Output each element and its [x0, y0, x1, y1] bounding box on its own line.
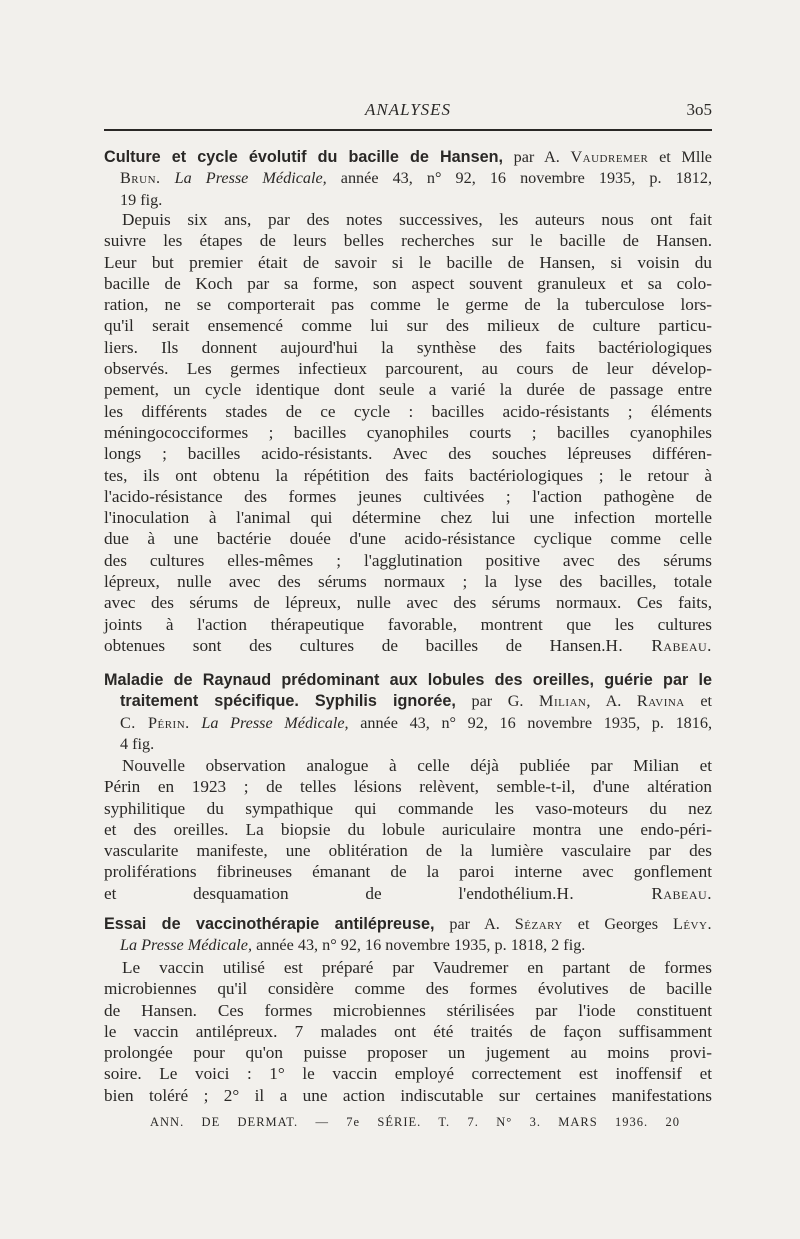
title-line — [104, 190, 712, 211]
article-3-title — [104, 914, 712, 957]
page-number: 3o5 — [686, 100, 712, 119]
body-line: lépreux, nulle avec des sérums normaux ; la lyse des bacilles, totale — [104, 572, 712, 592]
title-it: La Presse Médicale, — [189, 713, 349, 732]
body-line-text: obtenues sont des cultures de bacilles de Hansen. — [104, 635, 606, 655]
body-last-line — [104, 883, 712, 904]
title-line — [104, 670, 712, 691]
body-line: suivre les étapes de leurs belles recherches sur le bacille de Hansen. — [104, 231, 712, 251]
title-tail: année 43, n° 92, 16 novembre 1935, p. 1812, — [326, 169, 712, 188]
title-tail2: et — [684, 692, 713, 711]
body-line: de Hansen. Ces formes microbiennes stérilisées par l'iode constituent — [104, 1000, 712, 1020]
body-line: l'acido-résistance des formes jeunes cultivées ; l'action pathogène de — [104, 486, 712, 506]
body-line: soire. Le voici : 1° le vaccin employé correctement est inoffensif et — [104, 1064, 712, 1084]
section-title: ANALYSES — [364, 100, 452, 119]
body-line: Périn en 1923 ; de telles lésions relèvent, semble-t-il, d'une altération — [104, 777, 712, 797]
signature: H. Rabeau. — [605, 635, 712, 655]
title-it: La Presse Médicale, — [160, 169, 327, 188]
title-sc: Vaudremer — [570, 148, 649, 166]
body-line: avec des sérums de lépreux, nulle avec des sérums normaux. Ces faits, — [104, 593, 712, 613]
article-3-body — [104, 957, 712, 1106]
body-line: le vaccin antilépreux. 7 malades ont été traités de façon suffisamment — [104, 1021, 712, 1041]
body-line: joints à l'action thérapeutique favorable, montrent que les cultures — [104, 614, 712, 634]
title-sc2: Lévy. — [672, 915, 712, 933]
body-line: pement, un cycle identique dont seule a varié la durée de passage entre — [104, 380, 712, 400]
footer-journal: ANN. DE DERMAT. — 7e SÉRIE. T. 7. N° 3. MARS 1936. — [150, 1115, 649, 1129]
title-line — [104, 147, 712, 168]
article-2-title — [104, 670, 712, 755]
title-tail: A. — [590, 692, 637, 711]
title-sc: Milian, — [539, 692, 591, 711]
footer-number: 20 — [665, 1115, 681, 1129]
body-line: prolongée pour qu'on puisse proposer un jugement au moins provi- — [104, 1043, 712, 1063]
title-sans: Essai de vaccinothérapie antilépreuse, — [104, 915, 435, 933]
header-rule — [104, 129, 712, 131]
signature: H. Rabeau. — [556, 883, 712, 903]
body-last-line — [104, 635, 712, 656]
title-line — [104, 935, 712, 956]
body-line: Leur but premier était de savoir si le bacille de Hansen, si voisin du — [104, 252, 712, 272]
title-tail: année 43, n° 92, 16 novembre 1935, p. 1816, — [348, 713, 712, 732]
body-line: Depuis six ans, par des notes successives, les auteurs nous ont fait — [122, 210, 712, 229]
title-sc: C. Périn. — [120, 713, 190, 732]
title-tail: 19 fig. — [120, 190, 163, 209]
body-line: liers. Ils donnent aujourd'hui la synthèse des faits bactériologiques — [104, 337, 712, 357]
body-line: proliférations fibrineuses émanant de la paroi interne avec gonflement — [104, 862, 712, 882]
title-line — [104, 914, 712, 935]
title-rest: par A. — [434, 915, 515, 933]
article-1-title — [104, 147, 712, 211]
body-line: Le vaccin utilisé est préparé par Vaudremer en partant de formes — [122, 958, 712, 977]
title-rest: par A. — [502, 148, 571, 166]
body-line: vascularite manifeste, une oblitération de la lumière vasculaire par des — [104, 841, 712, 861]
title-line — [104, 168, 712, 189]
title-sans: Maladie de Raynaud prédominant aux lobules des oreilles, guérie par le — [104, 671, 712, 689]
body-line: des cultures elles-mêmes ; l'agglutination positive avec des sérums — [104, 550, 712, 570]
title-line — [104, 713, 712, 734]
title-sans: traitement spécifique. Syphilis ignorée, — [120, 692, 456, 711]
page-footer — [150, 1115, 680, 1130]
body-line: bacille de Koch par sa forme, son aspect souvent granuleux et sa colo- — [104, 273, 712, 293]
title-it: La Presse Médicale, — [120, 936, 253, 955]
title-tail: et Mlle — [648, 148, 712, 166]
body-line: l'inoculation à l'animal qui détermine chez lui une infection mortelle — [104, 508, 712, 528]
article-1-body — [104, 209, 712, 656]
body-line: tes, ils ont obtenu la répétition des faits bactériologiques ; le retour à — [104, 465, 712, 485]
title-sans: Culture et cycle évolutif du bacille de Hansen, — [104, 148, 503, 166]
body-line: Nouvelle observation analogue à celle déjà publiée par Milian et — [122, 756, 712, 775]
running-header — [104, 100, 712, 124]
body-line: longs ; bacilles acido-résistants. Avec des souches lépreuses différen- — [104, 444, 712, 464]
title-sc: Sézary — [514, 915, 563, 933]
title-tail: 4 fig. — [120, 734, 155, 753]
body-line: bien toléré ; 2° il a une action indiscutable sur certaines manifestations — [104, 1085, 712, 1105]
body-line: observés. Les germes infectieux parcourent, au cours de leur dévelop- — [104, 359, 712, 379]
body-line: les différents stades de ce cycle : bacilles acido-résistants ; éléments — [104, 401, 712, 421]
body-line: syphilitique du sympathique qui commande les vaso-moteurs du nez — [104, 798, 712, 818]
title-tail: et Georges — [562, 915, 673, 933]
body-line: due à une bactérie douée d'une acido-résistance cyclique comme celle — [104, 529, 712, 549]
body-line: ration, ne se comporterait pas comme le germe de la tuberculose lors- — [104, 295, 712, 315]
body-line: qu'il serait ensemencé comme lui sur des milieux de culture particu- — [104, 316, 712, 336]
title-sc2: Ravina — [636, 692, 685, 711]
body-line: et des oreilles. La biopsie du lobule auriculaire montra une endo-péri- — [104, 819, 712, 839]
title-line — [104, 734, 712, 755]
title-rest: par G. — [455, 692, 540, 711]
title-line — [104, 691, 712, 712]
title-sc: Brun. — [120, 169, 161, 188]
title-tail: année 43, n° 92, 16 novembre 1935, p. 1818, 2 fig. — [252, 936, 586, 955]
article-2-body — [104, 755, 712, 904]
body-line-text: et desquamation de l'endothélium. — [104, 883, 557, 903]
body-line: microbiennes qu'il considère comme des formes évolutives de bacille — [104, 979, 712, 999]
body-line: méningococciformes ; bacilles cyanophiles courts ; bacilles cyanophiles — [104, 422, 712, 442]
